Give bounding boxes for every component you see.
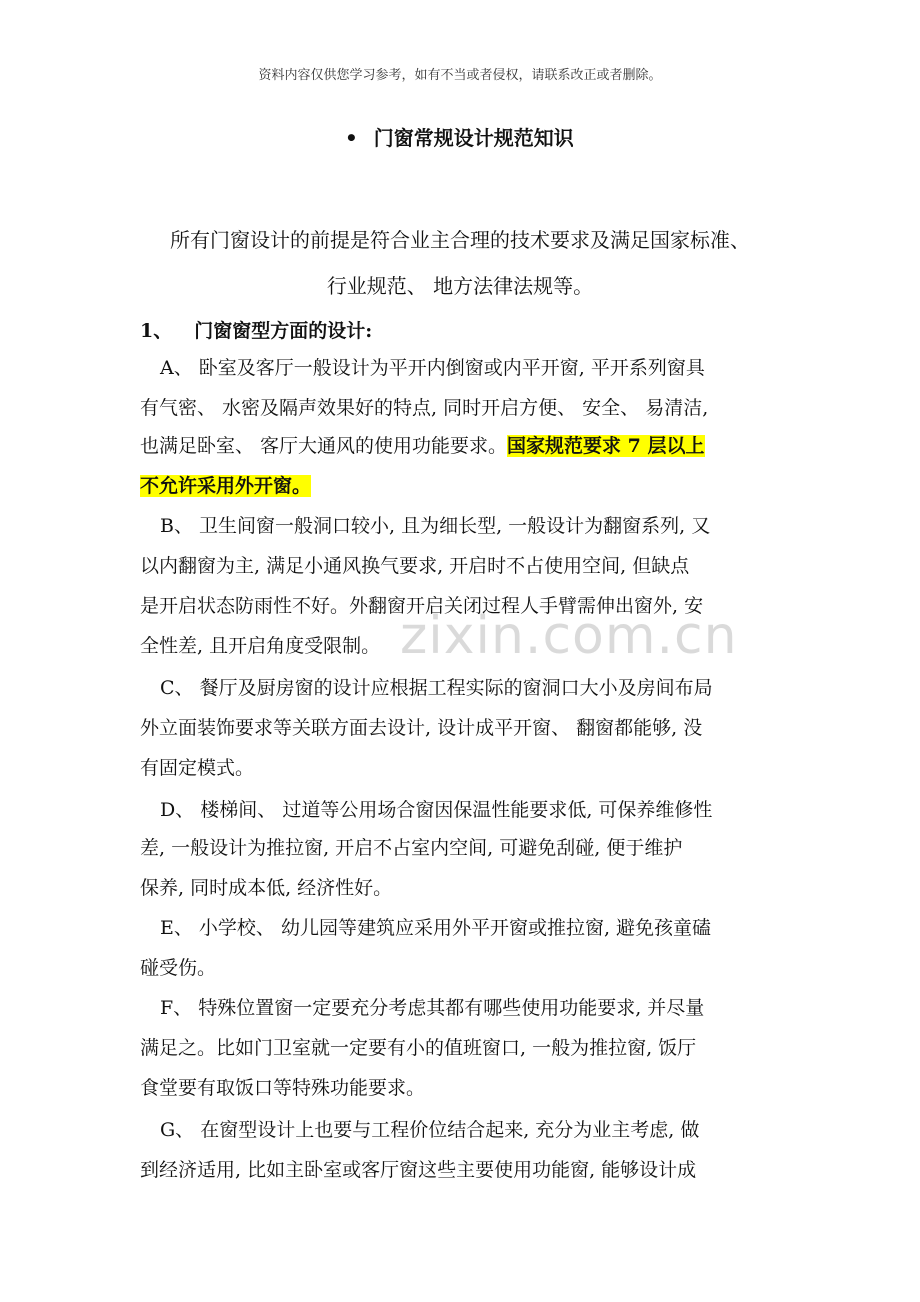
paragraph-d-line-1: D、 楼梯间、 过道等公用场合窗因保温性能要求低, 可保养维修性	[160, 799, 713, 821]
paragraph-f-line-1: F、 特殊位置窗一定要充分考虑其都有哪些使用功能要求, 并尽量	[160, 997, 705, 1019]
paragraph-a-line-4	[140, 464, 783, 508]
paragraph-c-line-3: 有固定模式。	[140, 757, 255, 779]
highlighted-regulation-cont: 不允许采用外开窗。	[140, 475, 312, 497]
section-1-heading	[140, 316, 372, 343]
intro-line-2: 行业规范、 地方法律法规等。	[326, 274, 594, 298]
watermark: zixin.com.cn	[400, 606, 738, 666]
paragraph-b-line-3: 是开启状态防雨性不好。外翻窗开启关闭过程人手臂需伸出窗外, 安	[140, 595, 704, 617]
paragraph-a-line-1: A、 卧室及客厅一般设计为平开内倒窗或内平开窗, 平开系列窗具	[160, 357, 705, 379]
paragraph-g-line-1: G、 在窗型设计上也要与工程价位结合起来, 充分为业主考虑, 做	[160, 1119, 700, 1141]
paragraph-c-line-1: C、 餐厅及厨房窗的设计应根据工程实际的窗洞口大小及房间布局	[160, 677, 713, 699]
paragraph-g-line-2: 到经济适用, 比如主卧室或客厅窗这些主要使用功能窗, 能够设计成	[140, 1159, 697, 1181]
paragraph-b-line-1: B、 卫生间窗一般洞口较小, 且为细长型, 一般设计为翻窗系列, 又	[160, 515, 711, 537]
paragraph-f-line-3: 食堂要有取饭口等特殊功能要求。	[140, 1077, 426, 1099]
highlighted-regulation: 国家规范要求 7 层以上	[507, 435, 705, 457]
paragraph-d-line-3: 保养, 同时成本低, 经济性好。	[140, 877, 393, 899]
paragraph-c-line-2: 外立面装饰要求等关联方面去设计, 设计成平开窗、 翻窗都能够, 没	[140, 717, 703, 739]
title-bullet: •	[345, 126, 358, 150]
paragraph-e-line-2: 碰受伤。	[140, 957, 217, 979]
paragraph-a-text: 也满足卧室、 客厅大通风的使用功能要求。	[140, 435, 508, 457]
intro-line-1: 所有门窗设计的前提是符合业主合理的技术要求及满足国家标准、	[170, 228, 750, 252]
section-number: 1、	[140, 320, 173, 342]
title-text: 门窗常规设计规范知识	[373, 126, 574, 150]
header-disclaimer: 资料内容仅供您学习参考，如有不当或者侵权，请联系改正或者删除。	[258, 68, 662, 83]
section-heading-text: 门窗窗型方面的设计:	[194, 320, 373, 342]
paragraph-e-line-1: E、 小学校、 幼儿园等建筑应采用外平开窗或推拉窗, 避免孩童磕	[160, 917, 712, 939]
paragraph-d-line-2: 差, 一般设计为推拉窗, 开启不占室内空间, 可避免刮碰, 便于维护	[140, 837, 683, 859]
paragraph-b-line-2: 以内翻窗为主, 满足小通风换气要求, 开启时不占使用空间, 但缺点	[140, 555, 690, 577]
paragraph-f-line-2: 满足之。比如门卫室就一定要有小的值班窗口, 一般为推拉窗, 饭厅	[140, 1037, 697, 1059]
document-title	[345, 122, 574, 151]
paragraph-b-line-4: 全性差, 且开启角度受限制。	[140, 635, 381, 657]
paragraph-a-line-2: 有气密、 水密及隔声效果好的特点, 同时开启方便、 安全、 易清洁,	[140, 397, 709, 419]
paragraph-a-line-3	[140, 424, 783, 468]
